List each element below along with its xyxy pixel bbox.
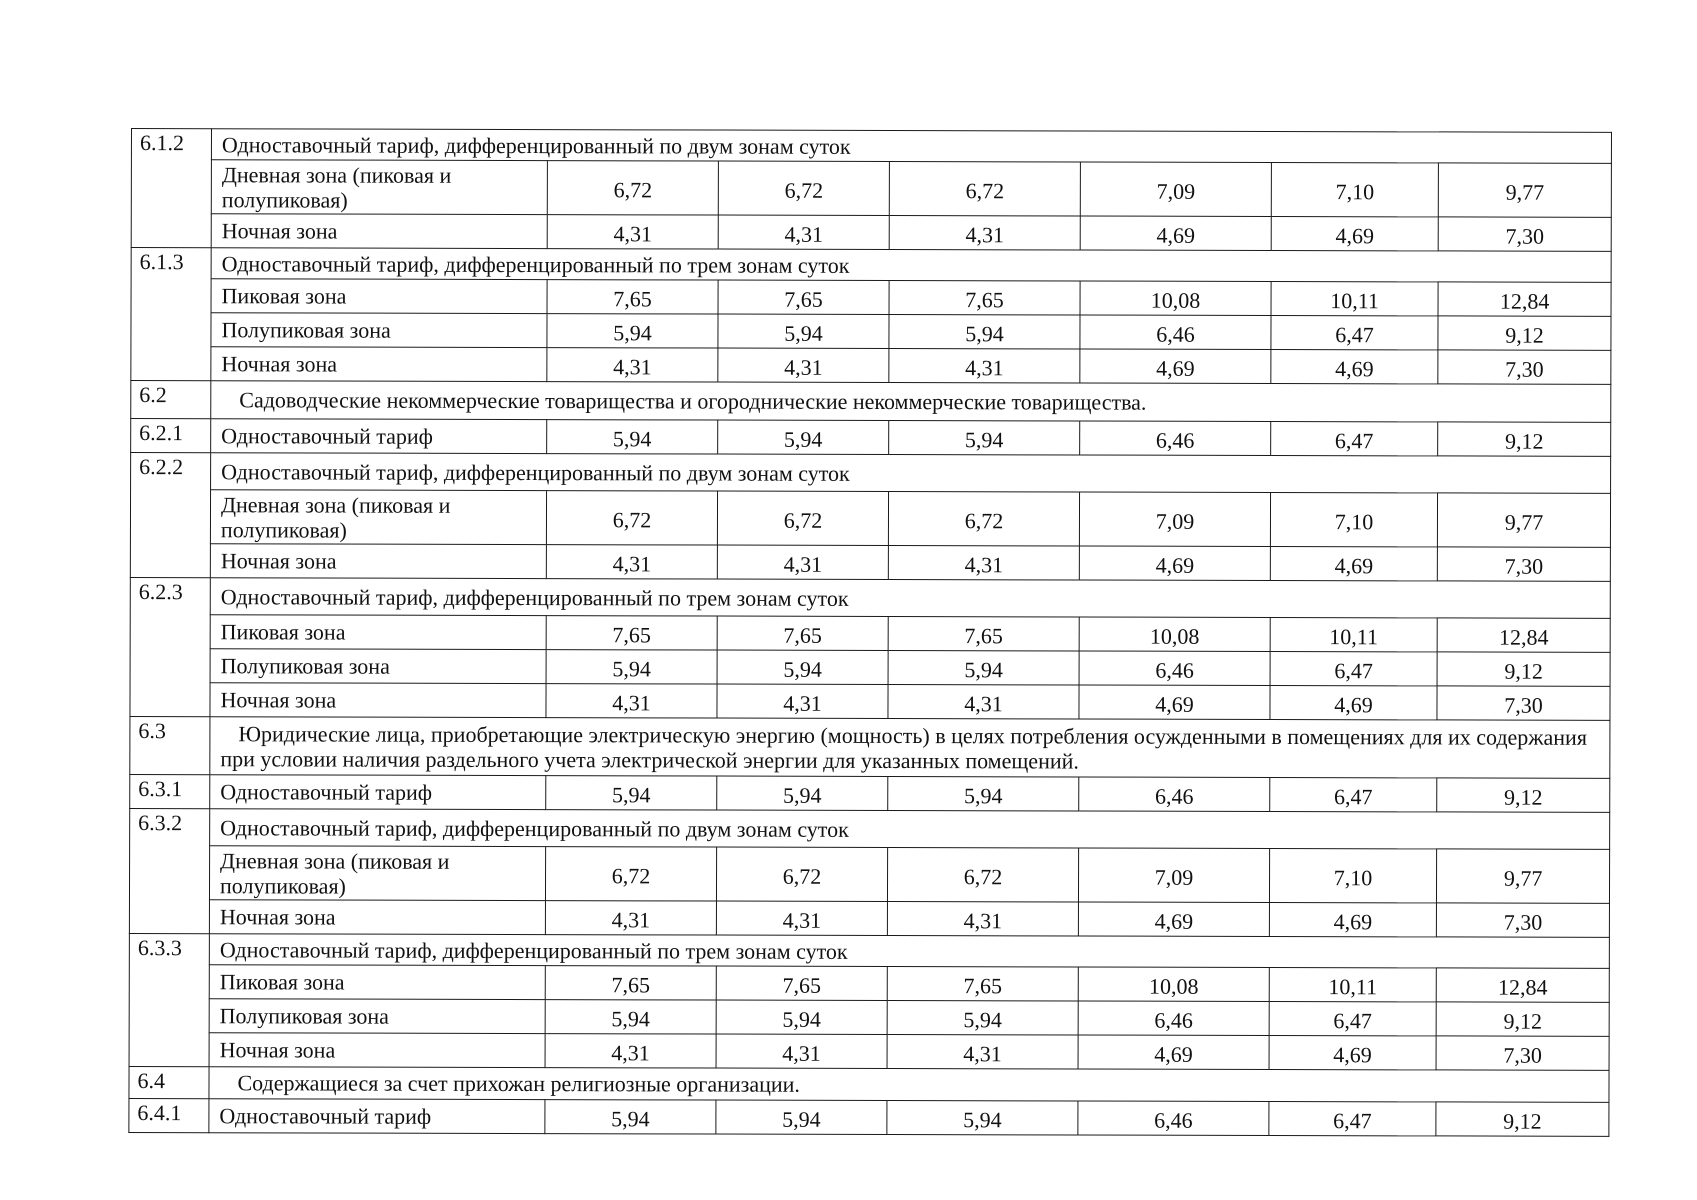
table-row: [130, 648, 1610, 686]
value-cell: 6,46: [1079, 777, 1270, 811]
value-cell: 7,10: [1271, 162, 1438, 216]
value-cell: 7,30: [1436, 903, 1609, 937]
zone-name: Пиковая зона: [209, 965, 545, 1000]
value-cell: 5,94: [889, 314, 1080, 348]
tariff-title: Одноставочный тариф, дифференцированный по двум зонам суток: [210, 809, 1610, 850]
value-cell: 6,72: [888, 491, 1079, 545]
table-row: [130, 808, 1610, 849]
value-cell: 10,08: [1079, 617, 1270, 651]
tariff-name: Одноставочный тариф: [211, 419, 547, 454]
table-row: [131, 129, 1611, 164]
value-cell: 4,31: [717, 684, 888, 718]
value-cell: 4,69: [1271, 216, 1438, 250]
value-cell: 5,94: [545, 1000, 716, 1034]
value-cell: 7,65: [545, 966, 716, 1000]
value-cell: 7,65: [717, 616, 888, 650]
zone-name: Ночная зона: [209, 1033, 545, 1068]
value-cell: 4,31: [887, 901, 1078, 935]
value-cell: 6,72: [718, 161, 889, 215]
value-cell: 5,94: [718, 314, 889, 348]
table-row: [129, 964, 1609, 1002]
value-cell: 4,31: [547, 348, 718, 382]
table-row: [130, 774, 1610, 812]
value-cell: 5,94: [888, 650, 1079, 684]
value-cell: 6,72: [546, 491, 717, 545]
value-cell: 6,46: [1079, 651, 1270, 685]
section-title: Содержащиеся за счет прихожан религиозные организации.: [209, 1067, 1609, 1103]
value-cell: 9,12: [1438, 422, 1611, 456]
value-cell: 6,47: [1271, 421, 1438, 455]
tariff-table: [128, 128, 1612, 1137]
value-cell: 7,09: [1078, 848, 1269, 902]
row-number: 6.3: [130, 716, 210, 774]
section-title: Юридические лица, приобретающие электрическую энергию (мощность) в целях потребления осужденными в помещениях для их содержания при условии наличия раздельного учета электрической энергии для указанных помещений.: [210, 717, 1610, 779]
value-cell: 5,94: [717, 650, 888, 684]
table-row: [129, 899, 1609, 937]
value-cell: 7,10: [1269, 848, 1436, 902]
value-cell: 4,69: [1269, 1035, 1436, 1069]
table-row: [130, 577, 1610, 618]
value-cell: 7,30: [1437, 686, 1610, 720]
value-cell: 7,10: [1270, 492, 1437, 546]
value-cell: 5,94: [546, 776, 717, 810]
table-row: [131, 419, 1611, 457]
value-cell: 6,72: [717, 491, 888, 545]
value-cell: 7,30: [1438, 217, 1611, 251]
zone-name: Ночная зона: [211, 214, 547, 249]
table-row: [131, 313, 1611, 351]
value-cell: 6,46: [1080, 421, 1271, 455]
value-cell: 9,12: [1437, 652, 1610, 686]
value-cell: 5,94: [717, 776, 888, 810]
value-cell: 4,31: [888, 684, 1079, 718]
value-cell: 4,31: [547, 215, 718, 249]
value-cell: 4,31: [546, 684, 717, 718]
value-cell: 4,69: [1078, 1035, 1269, 1069]
value-cell: 4,31: [718, 348, 889, 382]
value-cell: 6,47: [1269, 1001, 1436, 1035]
value-cell: 5,94: [716, 1100, 887, 1134]
value-cell: 9,12: [1436, 1102, 1609, 1136]
value-cell: 5,94: [547, 314, 718, 348]
row-number: 6.2.1: [131, 419, 211, 453]
table-row: [131, 381, 1611, 423]
tariff-title: Одноставочный тариф, дифференцированный по трем зонам суток: [211, 248, 1611, 283]
tariff-name: Одноставочный тариф: [210, 775, 546, 810]
value-cell: 7,09: [1079, 492, 1270, 546]
value-cell: 4,69: [1079, 685, 1270, 719]
value-cell: 9,77: [1437, 493, 1610, 547]
value-cell: 7,65: [716, 966, 887, 1000]
row-number: 6.3.3: [129, 933, 209, 1066]
value-cell: 4,31: [887, 1034, 1078, 1068]
zone-name: Дневная зона (пиковая и полупиковая): [211, 160, 547, 215]
value-cell: 4,69: [1270, 546, 1437, 580]
value-cell: 9,12: [1436, 1002, 1609, 1036]
table-row: [129, 933, 1609, 968]
value-cell: 4,69: [1269, 902, 1436, 936]
row-number: 6.4.1: [129, 1098, 209, 1132]
value-cell: 6,72: [547, 161, 718, 215]
table-row: [131, 347, 1611, 385]
value-cell: 6,47: [1270, 777, 1437, 811]
table-row: [131, 279, 1611, 317]
value-cell: 10,08: [1078, 967, 1269, 1001]
value-cell: 4,31: [718, 215, 889, 249]
value-cell: 5,94: [718, 420, 889, 454]
value-cell: 5,94: [887, 1000, 1078, 1034]
value-cell: 9,77: [1438, 163, 1611, 217]
tariff-title: Одноставочный тариф, дифференцированный по трем зонам суток: [210, 578, 1610, 619]
table-row: [131, 214, 1611, 252]
value-cell: 5,94: [716, 1000, 887, 1034]
value-cell: 4,69: [1270, 685, 1437, 719]
value-cell: 7,30: [1437, 547, 1610, 581]
value-cell: 4,31: [889, 215, 1080, 249]
zone-name: Ночная зона: [209, 900, 545, 935]
zone-name: Полупиковая зона: [211, 313, 547, 348]
value-cell: 4,69: [1080, 216, 1271, 250]
table-row: [129, 1066, 1609, 1102]
value-cell: 5,94: [546, 650, 717, 684]
value-cell: 4,31: [889, 348, 1080, 382]
value-cell: 12,84: [1437, 618, 1610, 652]
tariff-title: Одноставочный тариф, дифференцированный по двум зонам суток: [211, 129, 1611, 164]
value-cell: 5,94: [888, 776, 1079, 810]
table-row: [130, 490, 1610, 548]
zone-name: Ночная зона: [211, 347, 547, 382]
value-cell: 10,11: [1269, 967, 1436, 1001]
row-number: 6.1.3: [131, 248, 211, 381]
section-title: Садоводческие некоммерческие товарищества и огороднические некоммерческие товарищества.: [211, 381, 1611, 423]
row-number: 6.3.2: [129, 808, 209, 933]
value-cell: 4,31: [888, 545, 1079, 579]
row-number: 6.3.1: [130, 774, 210, 808]
value-cell: 9,77: [1436, 849, 1609, 903]
value-cell: 4,31: [717, 545, 888, 579]
value-cell: 5,94: [889, 420, 1080, 454]
value-cell: 6,72: [887, 847, 1078, 901]
value-cell: 4,31: [716, 901, 887, 935]
value-cell: 6,72: [545, 847, 716, 901]
value-cell: 10,11: [1270, 617, 1437, 651]
zone-name: Полупиковая зона: [210, 649, 546, 684]
value-cell: 10,11: [1271, 281, 1438, 315]
value-cell: 4,69: [1271, 349, 1438, 383]
value-cell: 6,46: [1080, 315, 1271, 349]
value-cell: 4,31: [545, 901, 716, 935]
table-row: [129, 998, 1609, 1036]
value-cell: 4,69: [1079, 546, 1270, 580]
value-cell: 9,12: [1437, 778, 1610, 812]
table-row: [130, 682, 1610, 720]
value-cell: 4,69: [1080, 349, 1271, 383]
value-cell: 4,31: [545, 1034, 716, 1068]
value-cell: 9,12: [1438, 316, 1611, 350]
value-cell: 6,72: [716, 847, 887, 901]
table-row: [131, 453, 1611, 494]
value-cell: 6,72: [889, 161, 1080, 215]
zone-name: Пиковая зона: [210, 615, 546, 650]
table-row: [129, 1098, 1609, 1136]
table-row: [130, 543, 1610, 581]
zone-name: Дневная зона (пиковая и полупиковая): [209, 846, 545, 901]
value-cell: 7,65: [889, 280, 1080, 314]
value-cell: 6,46: [1078, 1001, 1269, 1035]
value-cell: 5,94: [547, 420, 718, 454]
row-number: 6.2.3: [130, 577, 210, 716]
table-row: [130, 614, 1610, 652]
value-cell: 7,65: [888, 616, 1079, 650]
value-cell: 6,47: [1269, 1101, 1436, 1135]
zone-name: Ночная зона: [210, 544, 546, 579]
row-number: 6.1.2: [131, 129, 211, 248]
table-row: [131, 160, 1611, 218]
tariff-title: Одноставочный тариф, дифференцированный по трем зонам суток: [209, 934, 1609, 969]
value-cell: 7,09: [1080, 162, 1271, 216]
value-cell: 6,47: [1270, 651, 1437, 685]
zone-name: Дневная зона (пиковая и полупиковая): [210, 490, 546, 545]
zone-name: Полупиковая зона: [209, 999, 545, 1034]
value-cell: 6,47: [1271, 315, 1438, 349]
table-row: [129, 845, 1609, 903]
value-cell: 5,94: [887, 1100, 1078, 1134]
value-cell: 4,31: [546, 545, 717, 579]
value-cell: 7,30: [1436, 1036, 1609, 1070]
zone-name: Пиковая зона: [211, 279, 547, 314]
value-cell: 10,08: [1080, 281, 1271, 315]
value-cell: 7,65: [547, 280, 718, 314]
value-cell: 4,31: [716, 1034, 887, 1068]
value-cell: 7,30: [1438, 350, 1611, 384]
tariff-title: Одноставочный тариф, дифференцированный по двум зонам суток: [211, 453, 1611, 494]
value-cell: 12,84: [1438, 282, 1611, 316]
zone-name: Ночная зона: [210, 683, 546, 718]
value-cell: 7,65: [887, 966, 1078, 1000]
row-number: 6.4: [129, 1066, 209, 1098]
row-number: 6.2.2: [130, 453, 210, 578]
value-cell: 12,84: [1436, 968, 1609, 1002]
value-cell: 6,46: [1078, 1101, 1269, 1136]
table-row: [131, 248, 1611, 283]
value-cell: 7,65: [718, 280, 889, 314]
row-number: 6.2: [131, 381, 211, 419]
value-cell: 7,65: [546, 616, 717, 650]
value-cell: 4,69: [1078, 902, 1269, 936]
value-cell: 5,94: [545, 1100, 716, 1134]
table-row: [129, 1032, 1609, 1070]
tariff-name: Одноставочный тариф: [209, 1099, 545, 1134]
table-row: [130, 716, 1610, 778]
